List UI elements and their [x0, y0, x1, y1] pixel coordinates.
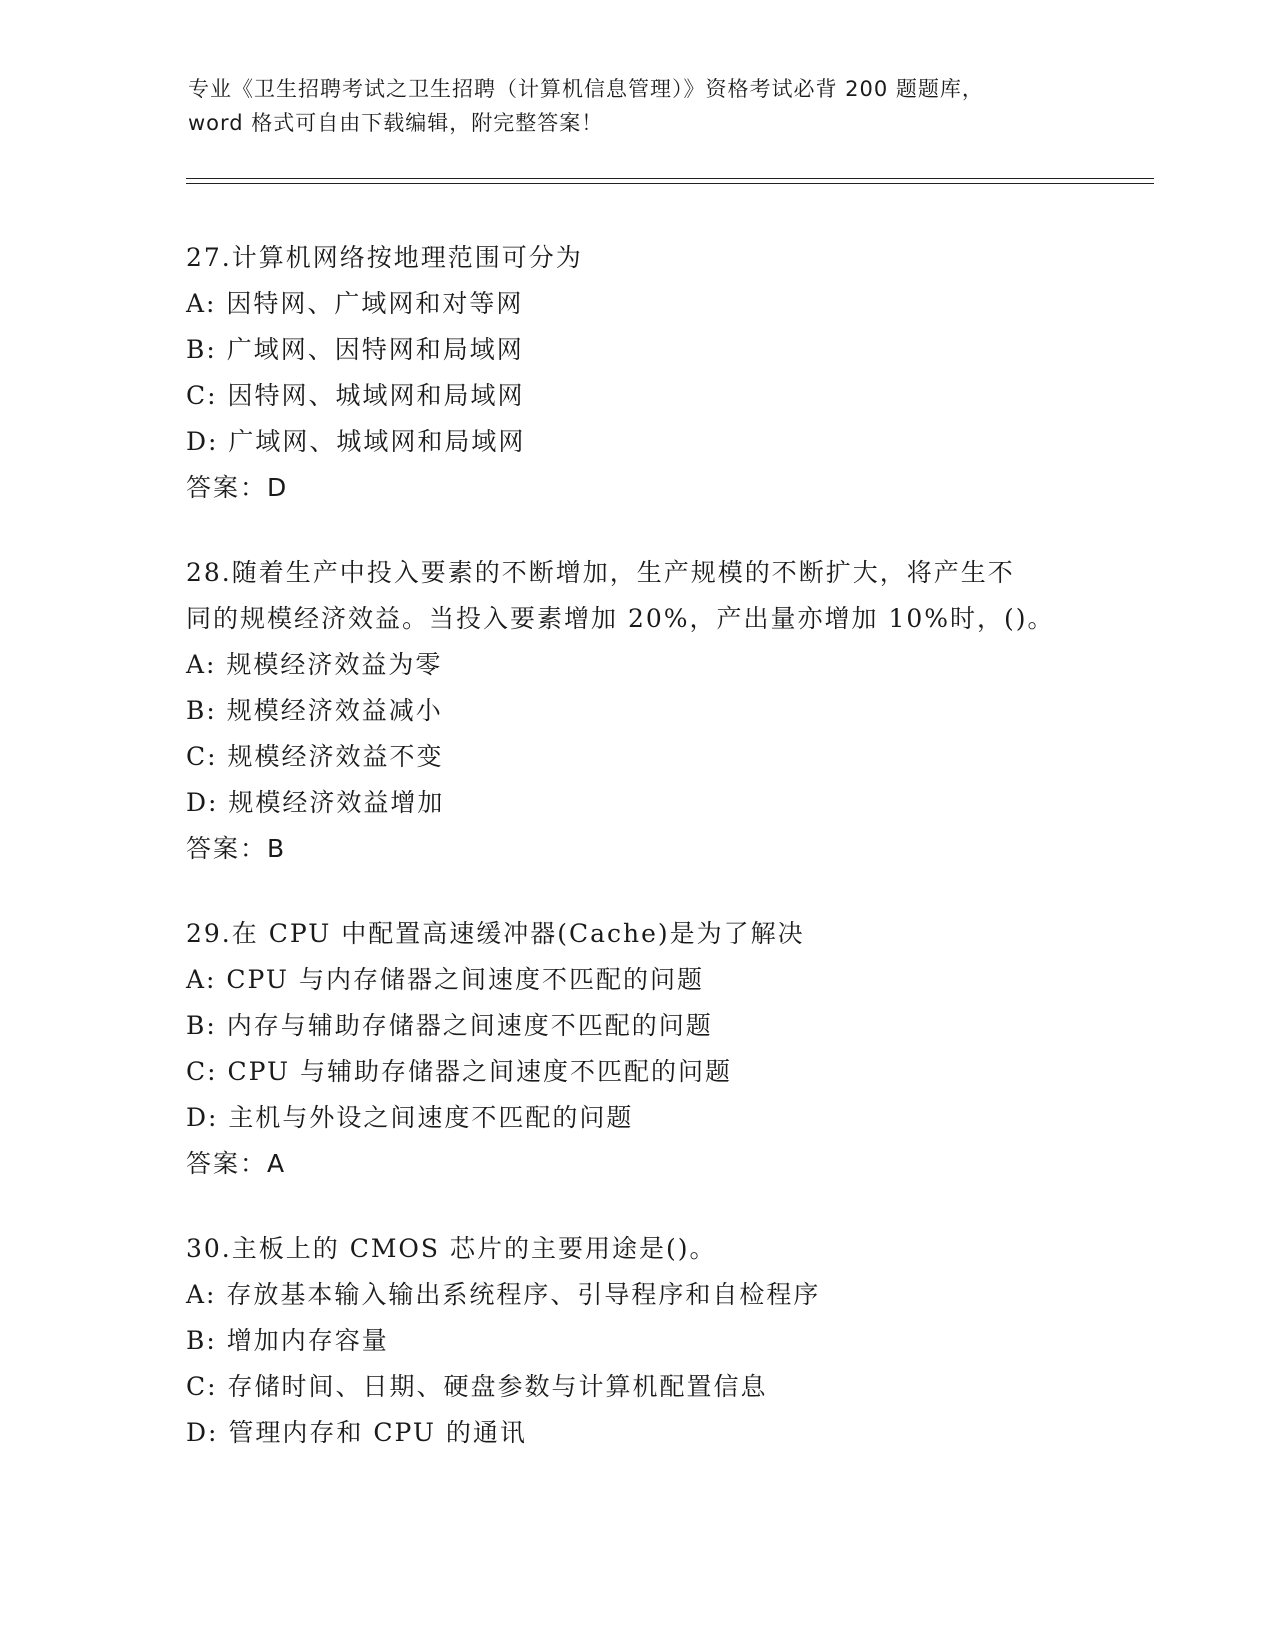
option-c: C: 存储时间、日期、硬盘参数与计算机配置信息	[186, 1372, 768, 1401]
option-d: D: 规模经济效益增加	[186, 788, 445, 817]
header-divider-top	[186, 178, 1154, 179]
question-stem: 28.随着生产中投入要素的不断增加，生产规模的不断扩大，将产生不	[186, 558, 1015, 587]
option-a: A: 因特网、广域网和对等网	[186, 289, 524, 318]
option-d: D: 广域网、城域网和局域网	[186, 427, 526, 456]
question-stem: 27.计算机网络按地理范围可分为	[186, 243, 583, 272]
header-title-line-1: 专业《卫生招聘考试之卫生招聘（计算机信息管理）》资格考试必背 200 题题库，	[188, 77, 984, 101]
question-list	[186, 235, 1086, 1495]
question-27	[186, 235, 1086, 511]
header-divider-bottom	[186, 183, 1154, 184]
question-28	[186, 550, 1086, 872]
option-b: B: 增加内存容量	[186, 1326, 389, 1355]
question-stem: 30.主板上的 CMOS 芯片的主要用途是()。	[186, 1234, 717, 1263]
header-title-line-2: word 格式可自由下载编辑，附完整答案！	[188, 111, 604, 135]
option-d: D: 主机与外设之间速度不匹配的问题	[186, 1103, 634, 1132]
option-b: B: 内存与辅助存储器之间速度不匹配的问题	[186, 1011, 713, 1040]
answer-line: 答案：A	[186, 1149, 287, 1178]
question-stem-continued: 同的规模经济效益。当投入要素增加 20%，产出量亦增加 10%时，()。	[186, 604, 1055, 633]
option-a: A: 规模经济效益为零	[186, 650, 443, 679]
option-c: C: 因特网、城域网和局域网	[186, 381, 525, 410]
option-c: C: 规模经济效益不变	[186, 742, 444, 771]
document-header	[188, 72, 1088, 140]
option-c: C: CPU 与辅助存储器之间速度不匹配的问题	[186, 1057, 733, 1086]
option-b: B: 广域网、因特网和局域网	[186, 335, 524, 364]
question-30	[186, 1226, 1086, 1456]
answer-line: 答案：B	[186, 834, 287, 863]
option-b: B: 规模经济效益减小	[186, 696, 443, 725]
answer-line: 答案：D	[186, 473, 289, 502]
question-29	[186, 911, 1086, 1187]
option-d: D: 管理内存和 CPU 的通讯	[186, 1418, 527, 1447]
option-a: A: 存放基本输入输出系统程序、引导程序和自检程序	[186, 1280, 821, 1309]
option-a: A: CPU 与内存储器之间速度不匹配的问题	[186, 965, 704, 994]
question-stem: 29.在 CPU 中配置高速缓冲器(Cache)是为了解决	[186, 919, 805, 948]
